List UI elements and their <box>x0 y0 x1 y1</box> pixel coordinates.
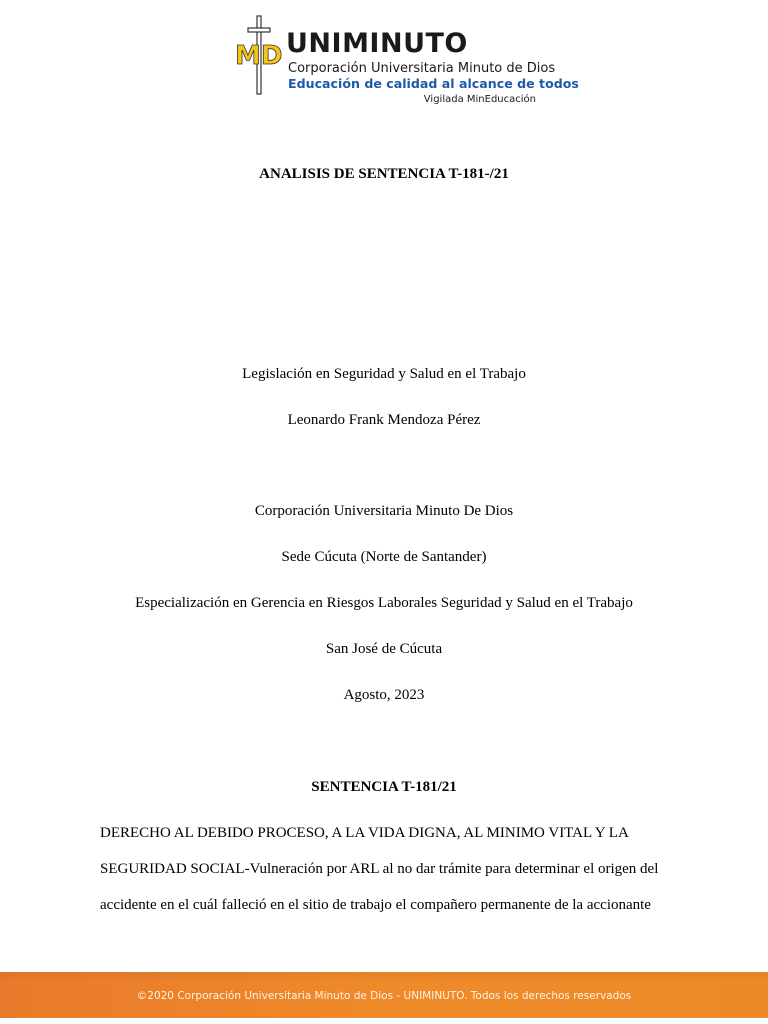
brand-name: UNIMINUTO <box>286 28 468 59</box>
footer-copyright: ©2020 Corporación Universitaria Minuto de Dios - UNIMINUTO. Todos los derechos reservados <box>136 990 632 1002</box>
document-date: Agosto, 2023 <box>343 687 425 703</box>
body-line: DERECHO AL DEBIDO PROCESO, A LA VIDA DIGNA, AL MINIMO VITAL Y LA <box>100 825 629 841</box>
program-name: Especialización en Gerencia en Riesgos Laborales Seguridad y Salud en el Trabajo <box>135 595 633 611</box>
md-cross-logo-icon <box>234 14 284 98</box>
section-heading: SENTENCIA T-181/21 <box>311 779 457 795</box>
body-line: accidente en el cuál falleció en el sitio de trabajo el compañero permanente de la accionante <box>100 897 651 913</box>
course-name: Legislación en Seguridad y Salud en el Trabajo <box>242 366 526 382</box>
author-name: Leonardo Frank Mendoza Pérez <box>287 412 481 428</box>
logo-md-text: MD <box>235 41 283 71</box>
footer-bar <box>0 972 768 1018</box>
institution-name: Corporación Universitaria Minuto De Dios <box>254 503 514 519</box>
campus-name: Sede Cúcuta (Norte de Santander) <box>281 549 487 565</box>
city-name: San José de Cúcuta <box>325 641 443 657</box>
uniminuto-logo <box>234 14 579 105</box>
corporation-name: Corporación Universitaria Minuto de Dios <box>288 61 556 76</box>
document-title: ANALISIS DE SENTENCIA T-181-/21 <box>259 166 509 182</box>
vigilada-label: Vigilada MinEducación <box>423 94 536 105</box>
slogan: Educación de calidad al alcance de todos <box>288 76 579 91</box>
body-line: SEGURIDAD SOCIAL-Vulneración por ARL al no dar trámite para determinar el origen del <box>100 861 659 877</box>
